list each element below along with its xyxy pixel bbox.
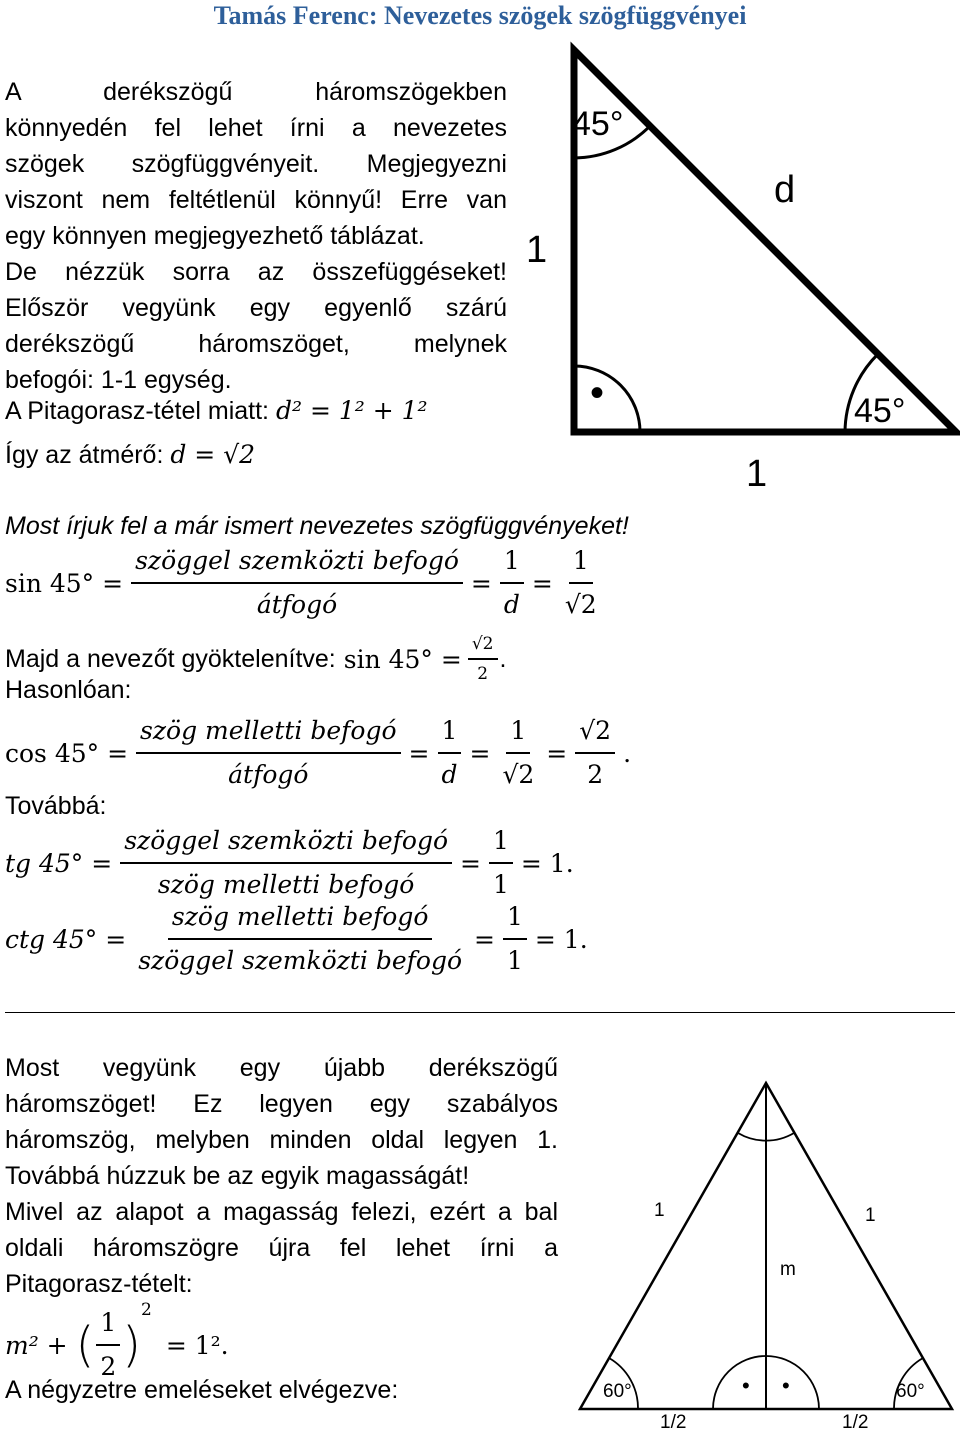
intro-line: viszont nem feltétlenül könnyű! Erre van <box>5 186 507 214</box>
cos45-denominator: átfogó <box>228 760 309 789</box>
height-equation <box>5 1300 229 1386</box>
denominator: 2 <box>100 1352 117 1381</box>
intro-line: A derékszögű háromszögekben <box>5 78 507 106</box>
cos45-equation <box>5 712 631 794</box>
sin45-denominator: átfogó <box>256 590 338 619</box>
equals-sign: = <box>531 568 553 598</box>
section-divider <box>5 1012 955 1013</box>
equals-sign: = <box>408 738 430 768</box>
page-title: Tamás Ferenc: Nevezetes szögek szögfüggvényei <box>213 1 747 30</box>
height-equation-rhs: = 1². <box>165 1330 229 1360</box>
right-angle-mark-left <box>713 1356 766 1409</box>
ctg45-lhs: ctg 45° = <box>5 924 127 954</box>
diameter-line <box>5 440 255 470</box>
cos45-numerator: szög melletti befogó <box>136 712 400 754</box>
ctg45-result: = 1. <box>534 924 588 954</box>
rationalize-label: Majd a nevezőt gyöktelenítve: <box>5 644 336 673</box>
equals-sign: = <box>546 738 568 768</box>
intro-line: befogói: 1-1 egység. <box>5 366 232 394</box>
diameter-formula: d = √2 <box>170 440 256 469</box>
height-label: m <box>780 1259 796 1280</box>
section60-line: Most vegyünk egy újabb derékszögű <box>5 1054 558 1082</box>
right-angle-arc <box>574 366 640 432</box>
triangle-outline <box>574 50 956 432</box>
half-right-label: 1/2 <box>842 1412 869 1432</box>
hypotenuse-label: d <box>774 169 796 211</box>
denominator: √2 <box>564 590 597 619</box>
left-angle-label: 60° <box>603 1381 632 1402</box>
top-angle-label: 45° <box>572 105 624 143</box>
right-angle-dot-left: • <box>742 1373 750 1398</box>
equals-sign: = <box>474 924 495 954</box>
section-intro: Most írjuk fel a már ismert nevezetes szögfüggvényeket! <box>5 512 629 540</box>
sin45-numerator: szöggel szemközti befogó <box>131 542 463 584</box>
one-over-d <box>437 712 461 794</box>
sin45-lhs: sin 45° = <box>5 568 124 598</box>
tg45-equation <box>5 822 574 904</box>
equals-sign: = <box>469 738 491 768</box>
bottom-angle-label: 45° <box>854 392 906 430</box>
section60-line: Mivel az alapot a magasság felezi, ezért a bal <box>5 1198 558 1226</box>
sqrt2-over-2 <box>468 632 498 686</box>
ctg45-denominator: szöggel szemközti befogó <box>138 946 463 975</box>
intro-line: De nézzük sorra az összefüggéseket! <box>5 258 507 286</box>
period: . <box>499 644 507 673</box>
ctg45-fraction <box>134 898 466 980</box>
intro-paragraph <box>5 74 507 398</box>
side-right-label: 1 <box>865 1205 876 1226</box>
one-over-sqrt2 <box>561 542 601 624</box>
intro-line: könnyedén fel lehet írni a nevezetes <box>5 114 507 142</box>
ctg45-numerator: szög melletti befogó <box>168 898 432 940</box>
cos45-lhs: cos 45° = <box>5 738 129 768</box>
tg45-denominator: szög melletti befogó <box>157 870 415 899</box>
numerator: 1 <box>569 542 593 584</box>
numerator: 1 <box>438 712 462 754</box>
intro-line: Először vegyünk egy egyenlő szárú <box>5 294 507 322</box>
side-left-label: 1 <box>654 1200 665 1221</box>
pythagoras-formula: d² = 1² + 1² <box>275 396 428 425</box>
denominator: 2 <box>477 664 489 684</box>
close-paren: ) <box>122 1317 141 1373</box>
tg45-lhs: tg 45° = <box>5 848 113 878</box>
section60-line: oldali háromszögre újra fel lehet írni a <box>5 1234 558 1262</box>
sqrt2-over-2 <box>575 712 615 794</box>
sin45-fraction <box>131 542 463 624</box>
one-over-d <box>500 542 524 624</box>
denominator: d <box>503 590 520 619</box>
right-angle-label: 60° <box>896 1381 925 1402</box>
one-over-one <box>503 898 527 980</box>
section60-line: háromszög, melyben minden oldal legyen 1. <box>5 1126 558 1154</box>
equilateral-triangle-figure <box>570 1075 960 1432</box>
cos45-fraction <box>136 712 400 794</box>
left-leg-label: 1 <box>526 229 548 271</box>
denominator: 2 <box>587 760 604 789</box>
pythagoras-line <box>5 396 428 426</box>
ctg45-equation <box>5 898 588 980</box>
numerator: 1 <box>503 898 527 940</box>
right-angle-mark-right <box>766 1356 819 1409</box>
half-fraction <box>96 1304 120 1386</box>
intro-line: egy könnyen megjegyezhető táblázat. <box>5 222 425 250</box>
numerator: √2 <box>468 632 498 660</box>
furthermore-label: Továbbá: <box>5 792 107 820</box>
right-angle-dot-right: • <box>782 1373 790 1398</box>
denominator: 1 <box>507 946 523 975</box>
period: . <box>623 738 632 768</box>
tg45-result: = 1. <box>520 848 574 878</box>
right-angle-dot: • <box>590 371 605 415</box>
numerator: 1 <box>506 712 530 754</box>
last-line: A négyzetre emeléseket elvégezve: <box>5 1376 399 1404</box>
pythagoras-label: A Pitagorasz-tétel miatt: <box>5 397 270 425</box>
numerator: 1 <box>500 542 524 584</box>
section60-line: Továbbá húzzuk be az egyik magasságát! <box>5 1162 470 1190</box>
numerator: 1 <box>96 1304 120 1346</box>
bottom-leg-label: 1 <box>746 453 768 495</box>
section60-line: Pitagorasz-tételt: <box>5 1270 193 1298</box>
denominator: √2 <box>502 760 535 789</box>
intro-line: derékszögű háromszöget, melynek <box>5 330 507 358</box>
denominator: d <box>441 760 458 789</box>
rationalize-lhs: sin 45° = <box>343 644 462 674</box>
exponent: 2 <box>141 1300 152 1320</box>
tg45-fraction <box>120 822 452 904</box>
denominator: 1 <box>492 870 509 899</box>
section60-line: háromszöget! Ez legyen egy szabályos <box>5 1090 558 1118</box>
similarly-label: Hasonlóan: <box>5 676 132 704</box>
equals-sign: = <box>470 568 492 598</box>
sin45-equation <box>5 542 609 624</box>
equals-sign: = <box>460 848 481 878</box>
right-triangle-figure <box>520 40 960 500</box>
one-over-sqrt2 <box>498 712 538 794</box>
m-squared-term: m² + <box>5 1330 68 1360</box>
numerator: √2 <box>575 712 615 754</box>
tg45-numerator: szöggel szemközti befogó <box>120 822 452 864</box>
open-paren: ( <box>75 1317 95 1373</box>
diameter-label: Így az átmérő: <box>5 441 164 469</box>
section60-paragraph <box>5 1050 558 1302</box>
half-left-label: 1/2 <box>660 1412 687 1432</box>
numerator: 1 <box>489 822 513 864</box>
one-over-one <box>489 822 513 904</box>
intro-line: szögek szögfüggvényeit. Megjegyezni <box>5 150 507 178</box>
